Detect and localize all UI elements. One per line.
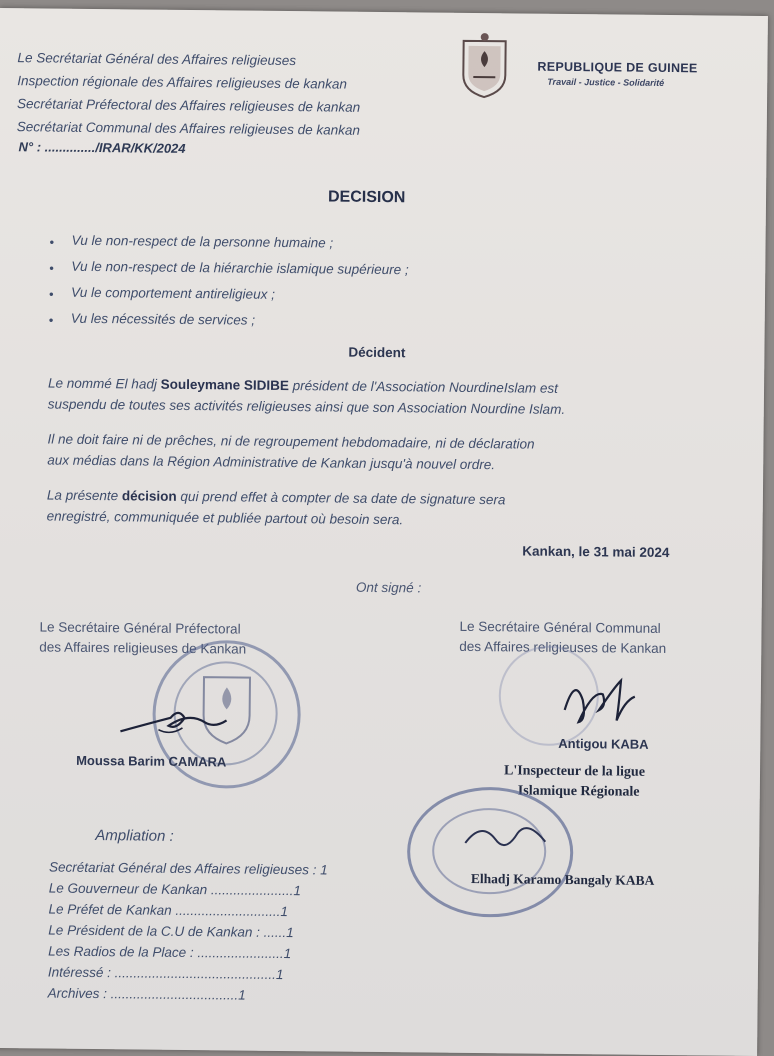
consideration-2: Vu le non-respect de la hiérarchie islamique supérieure ; (71, 259, 409, 278)
right-title-line-1: Le Secrétaire Général Communal (459, 617, 666, 639)
right-signature-icon (558, 670, 639, 731)
ampliation-heading: Ampliation : (95, 827, 174, 845)
paragraph-1-line-2: suspendu de toutes ses activités religieuses ainsi que son Association Nourdine Islam. (48, 394, 565, 420)
paragraph-2-line-2: aux médias dans la Région Administrative de Kankan jusqu'à nouvel ordre. (47, 450, 534, 476)
republic-title: REPUBLIQUE DE GUINEE (537, 60, 697, 76)
date-line: Kankan, le 31 mai 2024 (522, 544, 669, 561)
paragraph-2 (47, 429, 534, 476)
header-line-3: Secrétariat Préfectoral des Affaires religieuses de kankan (17, 92, 360, 119)
decision-word: décision (122, 488, 177, 504)
inspector-signature-icon (461, 813, 552, 864)
coat-of-arms-icon (457, 31, 512, 102)
paragraph-3-line-2: enregistré, communiquée et publiée partout où besoin sera. (47, 506, 506, 532)
paragraph-1-text-b: président de l'Association NourdineIslam est (289, 378, 558, 396)
right-signatory-name: Antigou KABA (558, 736, 648, 752)
document-title: DECISION (328, 188, 406, 207)
paragraph-2-line-1: Il ne doit faire ni de prêches, ni de regroupement hebdomadaire, ni de déclaration (47, 429, 534, 455)
header-line-1: Le Secrétariat Général des Affaires religieuses (17, 46, 360, 73)
ampliation-item: Les Radios de la Place : .......................1 (48, 941, 327, 965)
left-signature-icon (118, 699, 229, 750)
ampliation-list (48, 857, 328, 1007)
ampliation-item: Archives : ..................................1 (48, 983, 327, 1007)
document-page (0, 8, 768, 1056)
paragraph-1-text-a: Le nommé El hadj (48, 376, 161, 392)
bullet-icon: • (49, 313, 54, 328)
decide-heading: Décident (348, 345, 405, 361)
consideration-3: Vu le comportement antireligieux ; (71, 285, 275, 302)
ampliation-item: Le Président de la C.U de Kankan : ......1 (48, 920, 327, 944)
consideration-1: Vu le non-respect de la personne humaine ; (71, 233, 333, 251)
signed-label: Ont signé : (356, 580, 421, 596)
person-name: Souleymane SIDIBE (161, 377, 289, 393)
paragraph-1 (48, 373, 566, 420)
header-line-4: Secrétariat Communal des Affaires religieuses de kankan (17, 115, 360, 142)
inspector-name: Elhadj Karamo Bangaly KABA (471, 871, 655, 889)
ampliation-item: Intéressé : ...........................................1 (48, 962, 327, 986)
paragraph-3 (47, 485, 506, 532)
header-left-block (17, 46, 361, 142)
paragraph-3-text-b: qui prend effet à compter de sa date de signature sera (177, 489, 506, 507)
ampliation-item: Le Préfet de Kankan ............................1 (48, 899, 327, 923)
bullet-icon: • (49, 235, 54, 250)
left-title-line-1: Le Secrétaire Général Préfectoral (39, 617, 246, 639)
paragraph-3-text-a: La présente (47, 488, 122, 504)
inspector-title-line-2: Islamique Régionale (504, 781, 645, 802)
ampliation-item: Le Gouverneur de Kankan ......................1 (49, 878, 328, 902)
reference-number: N° : ............../IRAR/KK/2024 (18, 139, 185, 156)
ampliation-item: Secrétariat Général des Affaires religieuses : 1 (49, 857, 328, 881)
left-title-line-2: des Affaires religieuses de Kankan (39, 637, 246, 659)
inspector-title-line-1: L'Inspecteur de la ligue (504, 761, 645, 782)
consideration-4: Vu les nécessités de services ; (71, 311, 255, 328)
right-title-line-2: des Affaires religieuses de Kankan (459, 637, 666, 659)
header-line-2: Inspection régionale des Affaires religieuses de kankan (17, 69, 360, 96)
republic-motto: Travail - Justice - Solidarité (547, 77, 664, 88)
bullet-icon: • (49, 287, 54, 302)
bullet-icon: • (49, 261, 54, 276)
left-signatory-name: Moussa Barim CAMARA (76, 753, 226, 770)
